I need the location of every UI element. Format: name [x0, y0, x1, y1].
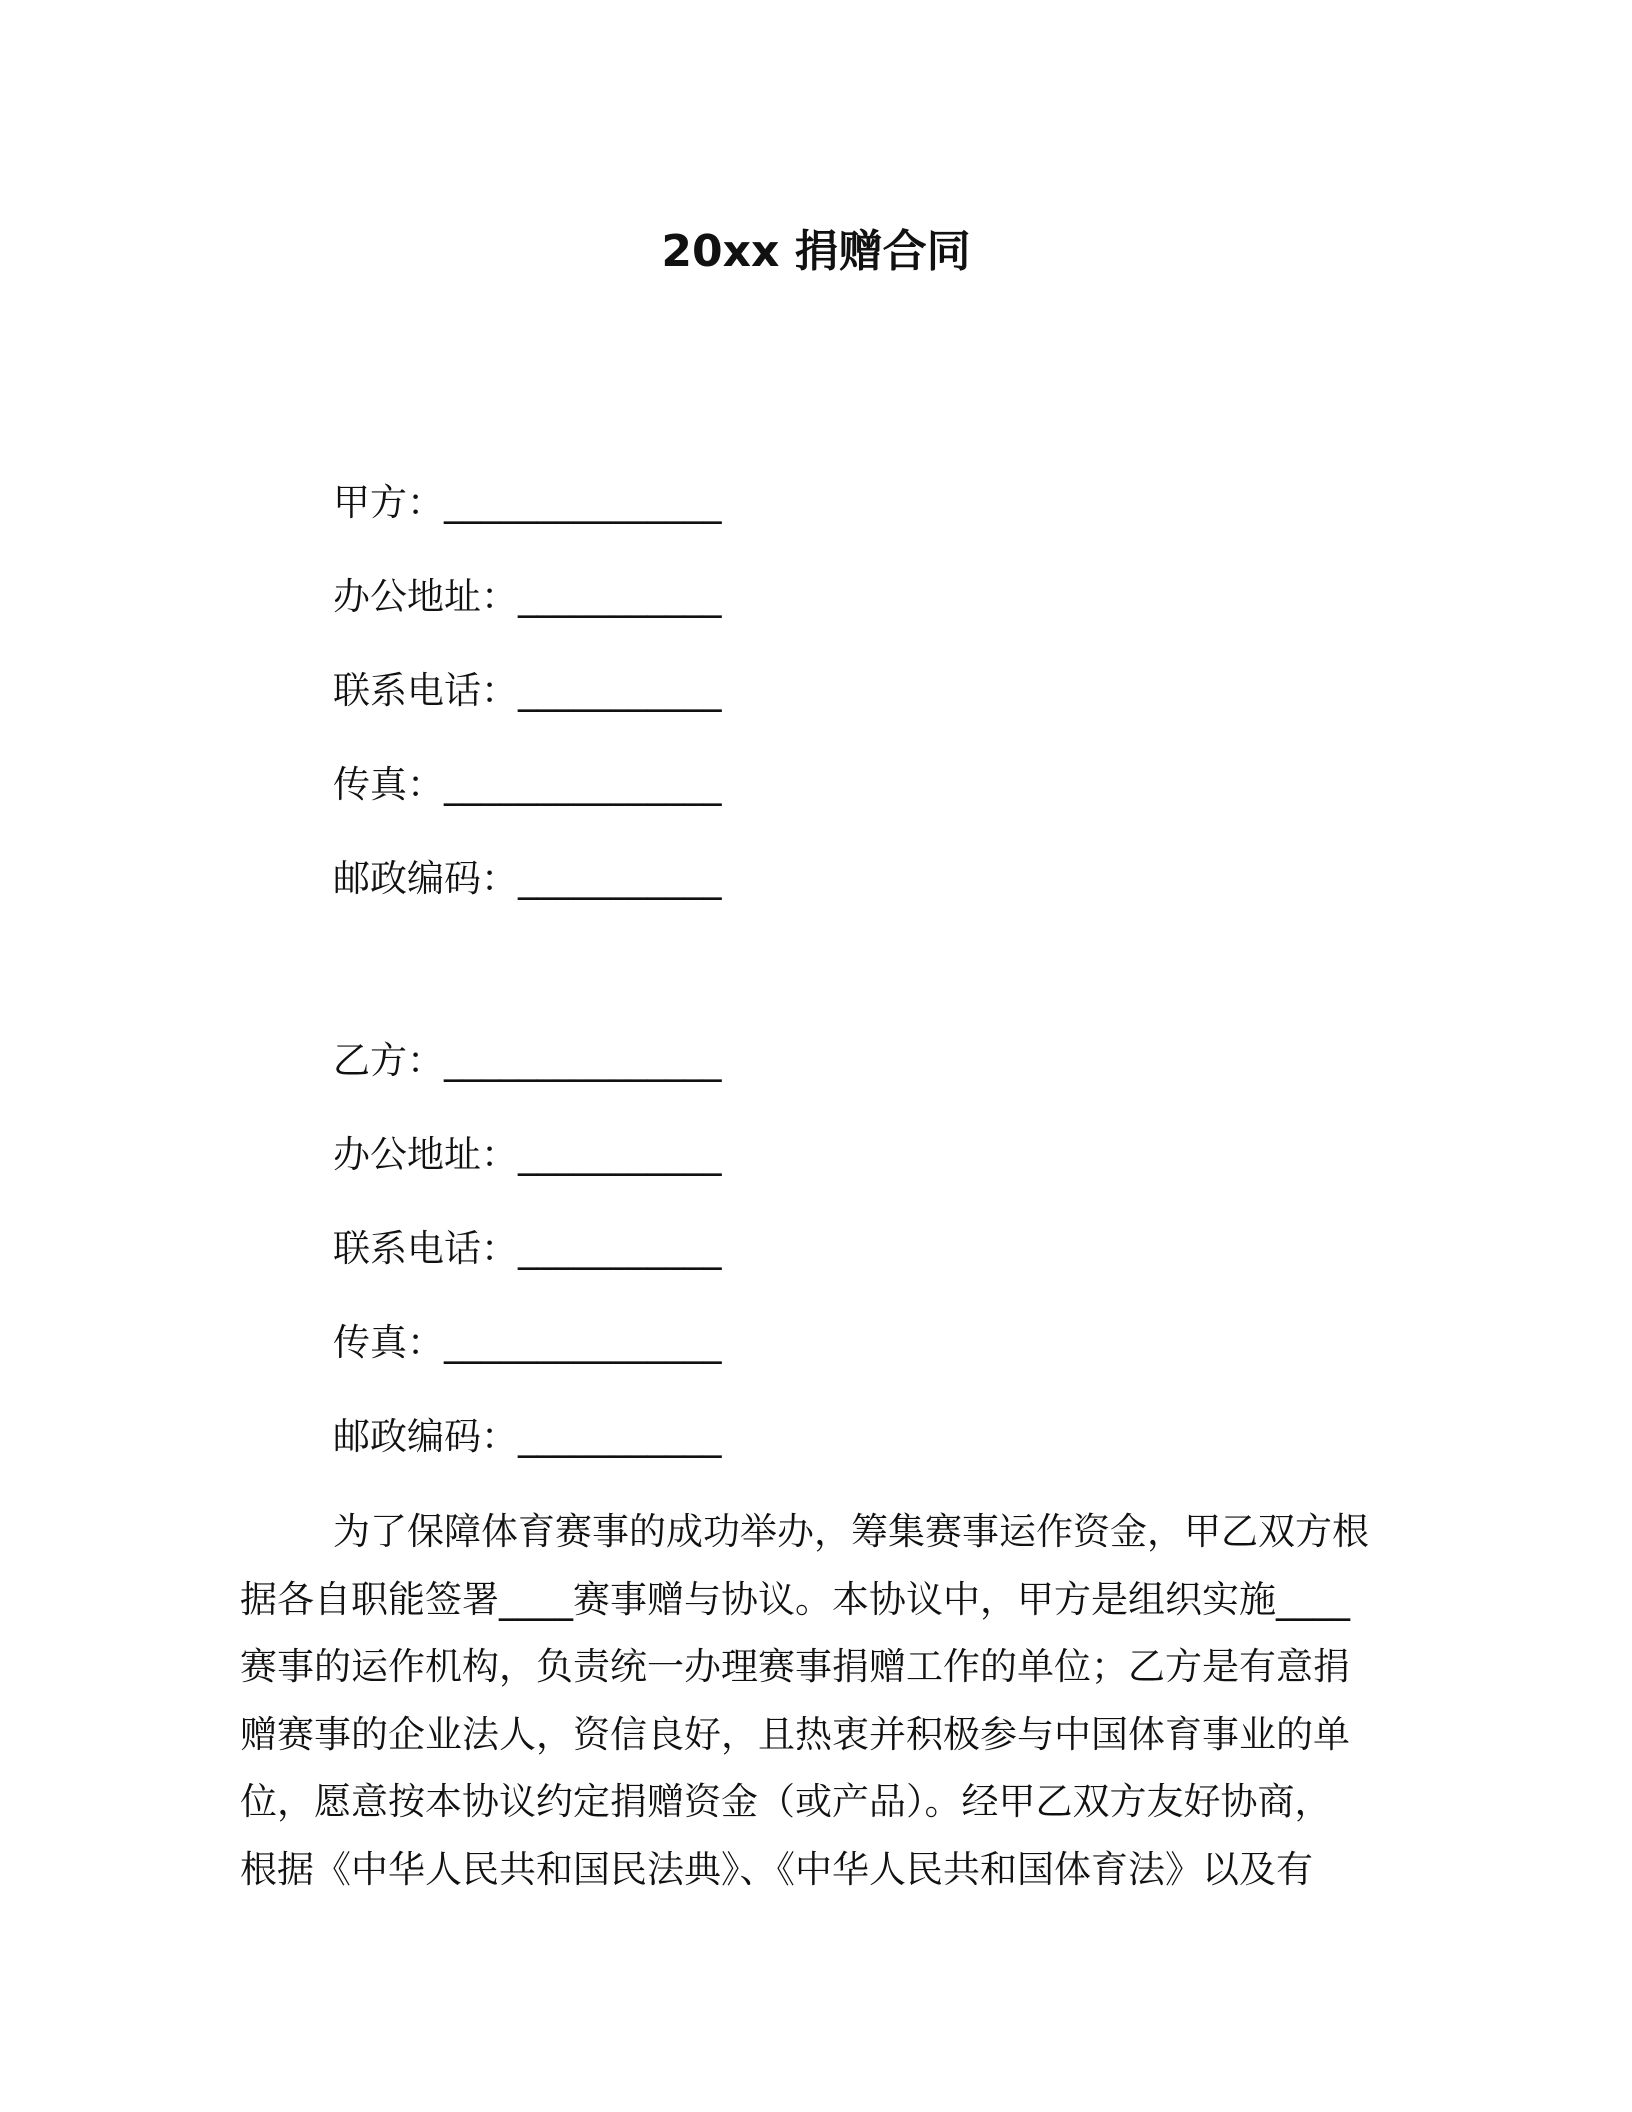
party-b-name-field: 乙方：_______________	[333, 1039, 722, 1082]
party-a-name-field: 甲方：_______________	[333, 481, 722, 524]
paragraph-line: 为了保障体育赛事的成功举办，筹集赛事运作资金，甲乙双方根	[333, 1510, 1369, 1553]
document-title: 20xx 捐赠合同	[661, 226, 971, 277]
paragraph-line: 据各自职能签署____赛事赠与协议。本协议中，甲方是组织实施____	[240, 1577, 1350, 1621]
party-b-phone-field: 联系电话：___________	[333, 1227, 722, 1270]
party-b-section	[333, 1036, 1333, 1506]
paragraph-line: 根据《中华人民共和国民法典》、《中华人民共和国体育法》以及有	[240, 1847, 1313, 1891]
preamble-paragraph	[240, 1498, 1380, 1903]
party-b-postcode-field: 邮政编码：___________	[333, 1415, 722, 1458]
party-a-address-field: 办公地址：___________	[333, 575, 722, 618]
party-b-address-field: 办公地址：___________	[333, 1133, 722, 1176]
party-a-postcode-field: 邮政编码：___________	[333, 857, 722, 900]
paragraph-line: 赠赛事的企业法人，资信良好，且热衷并积极参与中国体育事业的单	[240, 1712, 1350, 1756]
party-a-section	[333, 478, 1333, 948]
paragraph-line: 赛事的运作机构，负责统一办理赛事捐赠工作的单位；乙方是有意捐	[240, 1645, 1350, 1688]
party-a-phone-field: 联系电话：___________	[333, 669, 722, 712]
party-b-fax-field: 传真：_______________	[333, 1321, 722, 1364]
party-a-fax-field: 传真：_______________	[333, 763, 722, 806]
paragraph-line: 位，愿意按本协议约定捐赠资金（或产品）。经甲乙双方友好协商，	[240, 1780, 1332, 1823]
